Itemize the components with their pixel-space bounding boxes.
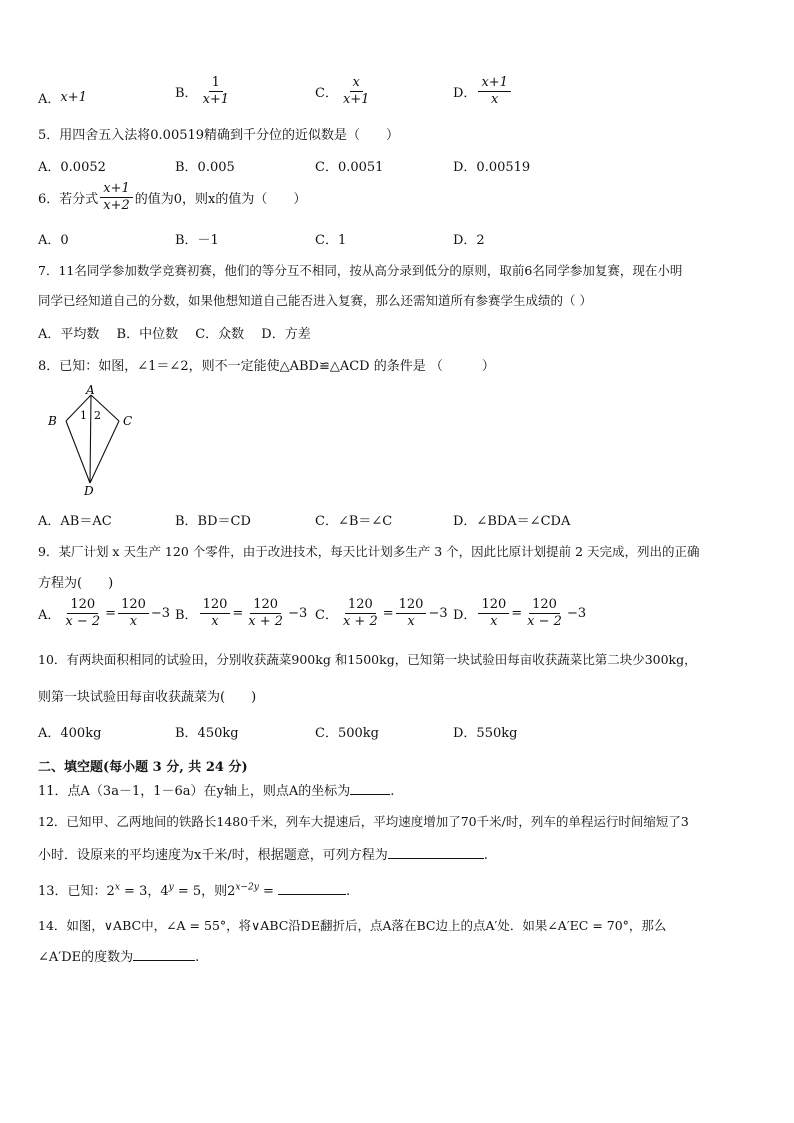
q5-stem: 5．用四舍五入法将0.00519精确到千分位的近似数是（ ） [38,128,400,143]
q10-line2: 则第一块试验田每亩收获蔬菜为( ) [38,690,257,705]
q6-option-a: A．0 [38,233,69,248]
q6-option-b: B．－1 [175,233,219,248]
q4-option-a: A． x+1 [38,90,87,107]
q6-option-c: C．1 [315,233,347,248]
answer-blank[interactable] [278,894,346,895]
q4-option-d: D． $\frac{x+1}{x}$ [453,76,513,106]
fraction: $\frac{x}{x+1}$ [342,75,370,107]
q9-line1: 9．某厂计划 x 天生产 120 个零件，由于改进技术，每天比计划多生产 3 个，因此比原计划提前 2 天完成，列出的正确 [38,544,700,559]
fraction: $\frac{x+1}{x+2}$ [100,182,133,212]
q10-option-d: D．550kg [453,726,518,741]
angle-label-2: 2 [94,409,101,422]
label-b: B [48,414,57,428]
q10-option-b: B．450kg [175,726,239,741]
q9-option-d: D． $\frac{120}{x}$ = $\frac{120}{x - 2}$ −3 [453,597,587,629]
segment-ab [66,395,91,421]
q12-line1: 12．已知甲、乙两地间的铁路长1480千米，列车大提速后，平均速度增加了70千米/时，列车的单程运行时间缩短了3 [38,814,689,829]
q4-option-c: C． $\frac{x}{x+1}$ [315,76,374,106]
q13: 13．已知：$2^x = 3$，$4^y = 5$，则$2^{x-2y}$ = . [38,882,351,899]
q9-option-c: C． $\frac{120}{x + 2}$ = $\frac{120}{x}$ −3 [315,597,448,629]
fraction: $\frac{1}{x+1}$ [202,75,230,107]
angle-label-1: 1 [80,409,87,422]
q9-line2: 方程为( ) [38,576,114,591]
q10-line1: 10．有两块面积相同的试验田，分别收获蔬菜900kg 和1500kg，已知第一块试验田每亩收获蔬菜比第二块少300kg， [38,652,697,667]
segment-bd [66,421,90,483]
q8-option-d: D．∠BDA＝∠CDA [453,514,571,529]
q7-options: A．平均数 B．中位数 C．众数 D．方差 [38,327,311,342]
q10-option-c: C．500kg [315,726,379,741]
q5-option-b: B．0.005 [175,160,235,175]
label-a: A [86,383,95,397]
q7-line2: 同学已经知道自己的分数，如果他想知道自己能否进入复赛，那么还需知道所有参赛学生成绩的（ ） [38,293,592,308]
section-title: 二、填空题(每小题 3 分, 共 24 分) [38,760,248,775]
q14-line2: ∠A′DE的度数为 . [38,950,200,965]
q11: 11．点A（3a－1，1－6a）在y轴上，则点A的坐标为 . [38,784,395,799]
q9-option-a: A． $\frac{120}{x - 2}$ = $\frac{120}{x}$ −3 [38,597,171,629]
label-c: C [123,414,133,428]
q6-stem: 6．若分式 $\frac{x+1}{x+2}$ 的值为0，则x的值为（ ） [38,181,307,213]
q5-option-a: A．0.0052 [38,160,106,175]
q10-option-a: A．400kg [38,726,102,741]
answer-blank[interactable] [388,858,484,859]
answer-blank[interactable] [350,794,390,795]
q9-option-b: B． $\frac{120}{x}$ = $\frac{120}{x + 2}$ −3 [175,597,308,629]
segment-cd [90,421,119,483]
q12-line2: 小时．设原来的平均速度为x千米/时，根据题意，可列方程为 . [38,848,488,863]
q5-option-c: C．0.0051 [315,160,384,175]
q8-option-a: A．AB＝AC [38,514,112,529]
q7-line1: 7．11名同学参加数学竞赛初赛，他们的等分互不相同，按从高分录到低分的原则，取前6名同学参加复赛，现在小明 [38,263,683,278]
q8-stem: 8．已知：如图，∠1＝∠2，则不一定能使△ABD≌△ACD 的条件是 （ ） [38,359,495,374]
q6-option-d: D．2 [453,233,485,248]
segment-ad [90,395,91,483]
q14-line1: 14．如图，∨ABC中，∠A = 55°，将∨ABC沿DE翻折后，点A落在BC边上的点A′处．如果∠A′EC = 70°，那么 [38,918,667,933]
label-d: D [84,484,94,498]
q5-option-d: D．0.00519 [453,160,531,175]
kite-figure [44,383,144,498]
q4-option-b: B． $\frac{1}{x+1}$ [175,76,234,106]
answer-blank[interactable] [133,960,195,961]
q8-option-b: B．BD＝CD [175,514,251,529]
fraction: $\frac{x+1}{x}$ [478,76,511,106]
q8-option-c: C．∠B＝∠C [315,514,393,529]
